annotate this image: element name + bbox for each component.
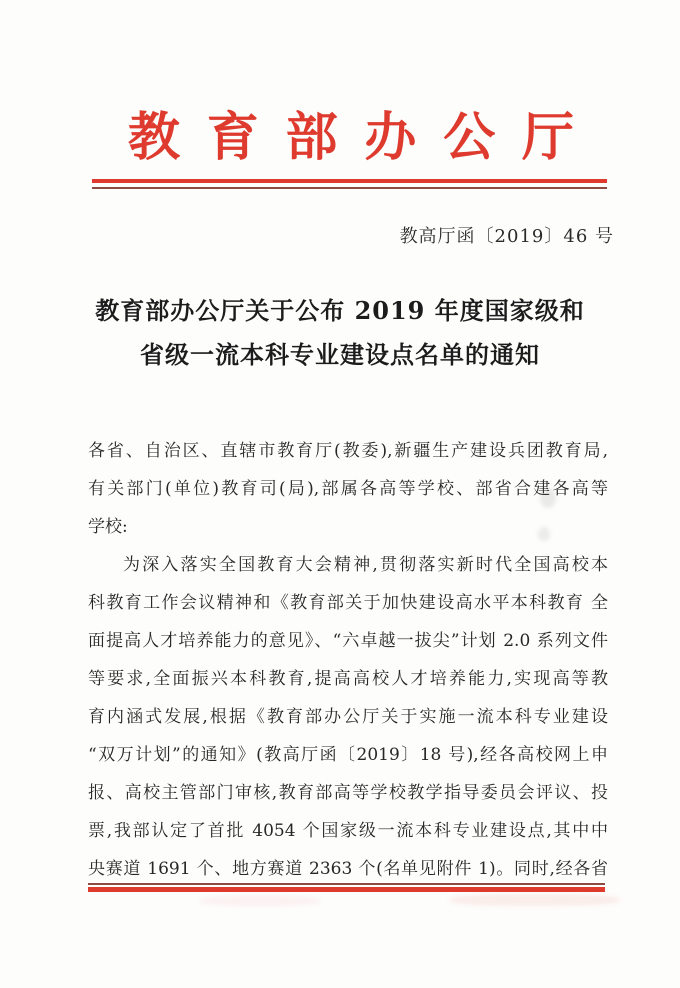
document-title <box>0 289 680 377</box>
paragraph-line: “双万计划”的通知》(教高厅函〔2019〕18 号),经各高校网上申 <box>88 745 608 765</box>
masthead-rule-thick <box>92 179 607 183</box>
salutation-line: 各省、自治区、直辖市教育厅(教委),新疆生产建设兵团教育局, <box>88 441 608 461</box>
title-line-1: 教育部办公厅关于公布 2019 年度国家级和 <box>95 296 585 325</box>
paragraph-line: 育内涵式发展,根据《教育部办公厅关于实施一流本科专业建设 <box>88 707 608 727</box>
paragraph-line: 央赛道 1691 个、地方赛道 2363 个(名单见附件 1)。同时,经各省 <box>88 859 608 879</box>
document-number: 教高厅函〔2019〕46 号 <box>399 226 614 247</box>
paragraph-line: 等要求,全面振兴本科教育,提高高校人才培养能力,实现高等教 <box>88 669 608 689</box>
paragraph-line: 面提高人才培养能力的意见》、“六卓越一拔尖”计划 2.0 系列文件 <box>88 631 608 651</box>
salutation-line: 有关部门(单位)教育司(局),部属各高等学校、部省合建各高等 <box>88 479 608 499</box>
agency-masthead: 教育部办公厅 <box>128 107 574 168</box>
scan-artifact <box>450 894 620 906</box>
footer-rule-thick <box>88 887 605 892</box>
title-line-2: 省级一流本科专业建设点名单的通知 <box>140 340 540 369</box>
paragraph-line: 科教育工作会议精神和《教育部关于加快建设高水平本科教育 全 <box>88 593 608 613</box>
scan-artifact <box>540 488 556 508</box>
footer-rule-thin <box>88 883 605 885</box>
scan-artifact <box>200 896 320 906</box>
document-body <box>88 432 608 888</box>
paragraph-line: 为深入落实全国教育大会精神,贯彻落实新时代全国高校本 <box>123 555 608 575</box>
salutation-line: 学校: <box>88 517 128 537</box>
paragraph-line: 票,我部认定了首批 4054 个国家级一流本科专业建设点,其中中 <box>88 821 608 841</box>
paragraph-line: 报、高校主管部门审核,教育部高等学校教学指导委员会评议、投 <box>88 783 608 803</box>
masthead-rule-thin <box>92 187 607 189</box>
scan-artifact <box>538 527 550 541</box>
